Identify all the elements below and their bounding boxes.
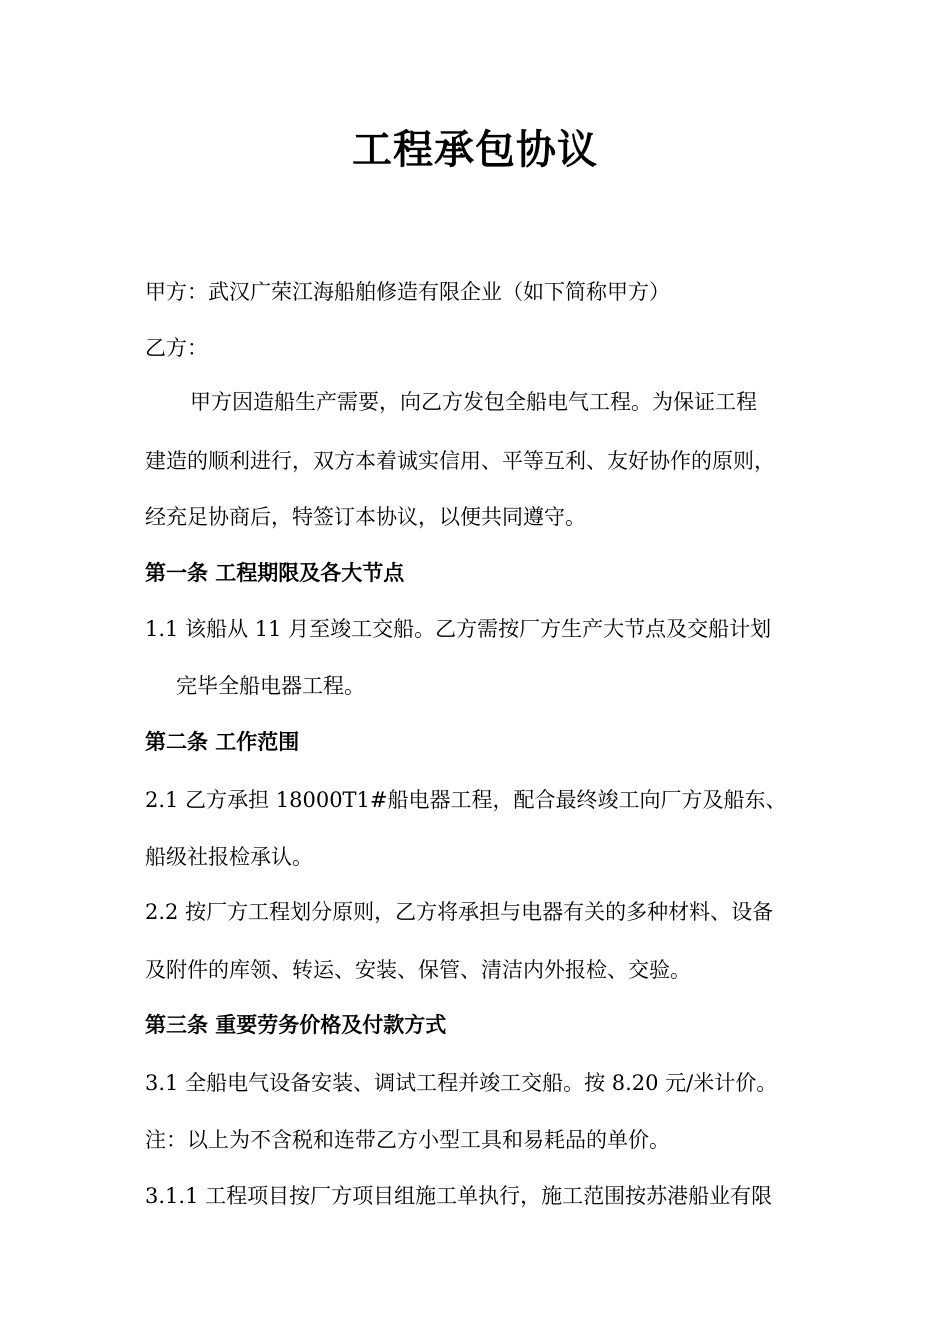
intro-line-2: 建造的顺利进行，双方本着诚实信用、平等互利、友好协作的原则， (145, 449, 775, 473)
party-a-line: 甲方：武汉广荣江海船舶修造有限企业（如下简称甲方） (145, 280, 670, 304)
intro-line-3: 经充足协商后，特签订本协议，以便共同遵守。 (145, 505, 586, 529)
article-1-heading: 第一条 工程期限及各大节点 (145, 560, 405, 585)
article-3-line-2: 注：以上为不含税和连带乙方小型工具和易耗品的单价。 (145, 1128, 670, 1152)
article-2-line-3: 2.2 按厂方工程划分原则，乙方将承担与电器有关的多种材料、设备 (145, 900, 774, 924)
article-3-line-1: 3.1 全船电气设备安装、调试工程并竣工交船。按 8.20 元/米计价。 (145, 1071, 778, 1095)
article-2-line-4: 及附件的库领、转运、安装、保管、清洁内外报检、交验。 (145, 958, 691, 982)
article-2-heading: 第二条 工作范围 (145, 729, 300, 754)
document-title: 工程承包协议 (352, 126, 598, 173)
article-2-line-1: 2.1 乙方承担 18000T1#船电器工程，配合最终竣工向厂方及船东、 (145, 788, 787, 812)
article-1-line-2: 完毕全船电器工程。 (176, 674, 365, 698)
article-1-line-1: 1.1 该船从 11 月至竣工交船。乙方需按厂方生产大节点及交船计划 (145, 617, 772, 641)
article-3-line-3: 3.1.1 工程项目按厂方项目组施工单执行，施工范围按苏港船业有限 (145, 1184, 773, 1208)
intro-line-1: 甲方因造船生产需要，向乙方发包全船电气工程。为保证工程 (190, 390, 757, 414)
article-3-heading: 第三条 重要劳务价格及付款方式 (145, 1012, 447, 1037)
party-b-line: 乙方： (145, 336, 208, 360)
article-2-line-2: 船级社报检承认。 (145, 845, 313, 869)
